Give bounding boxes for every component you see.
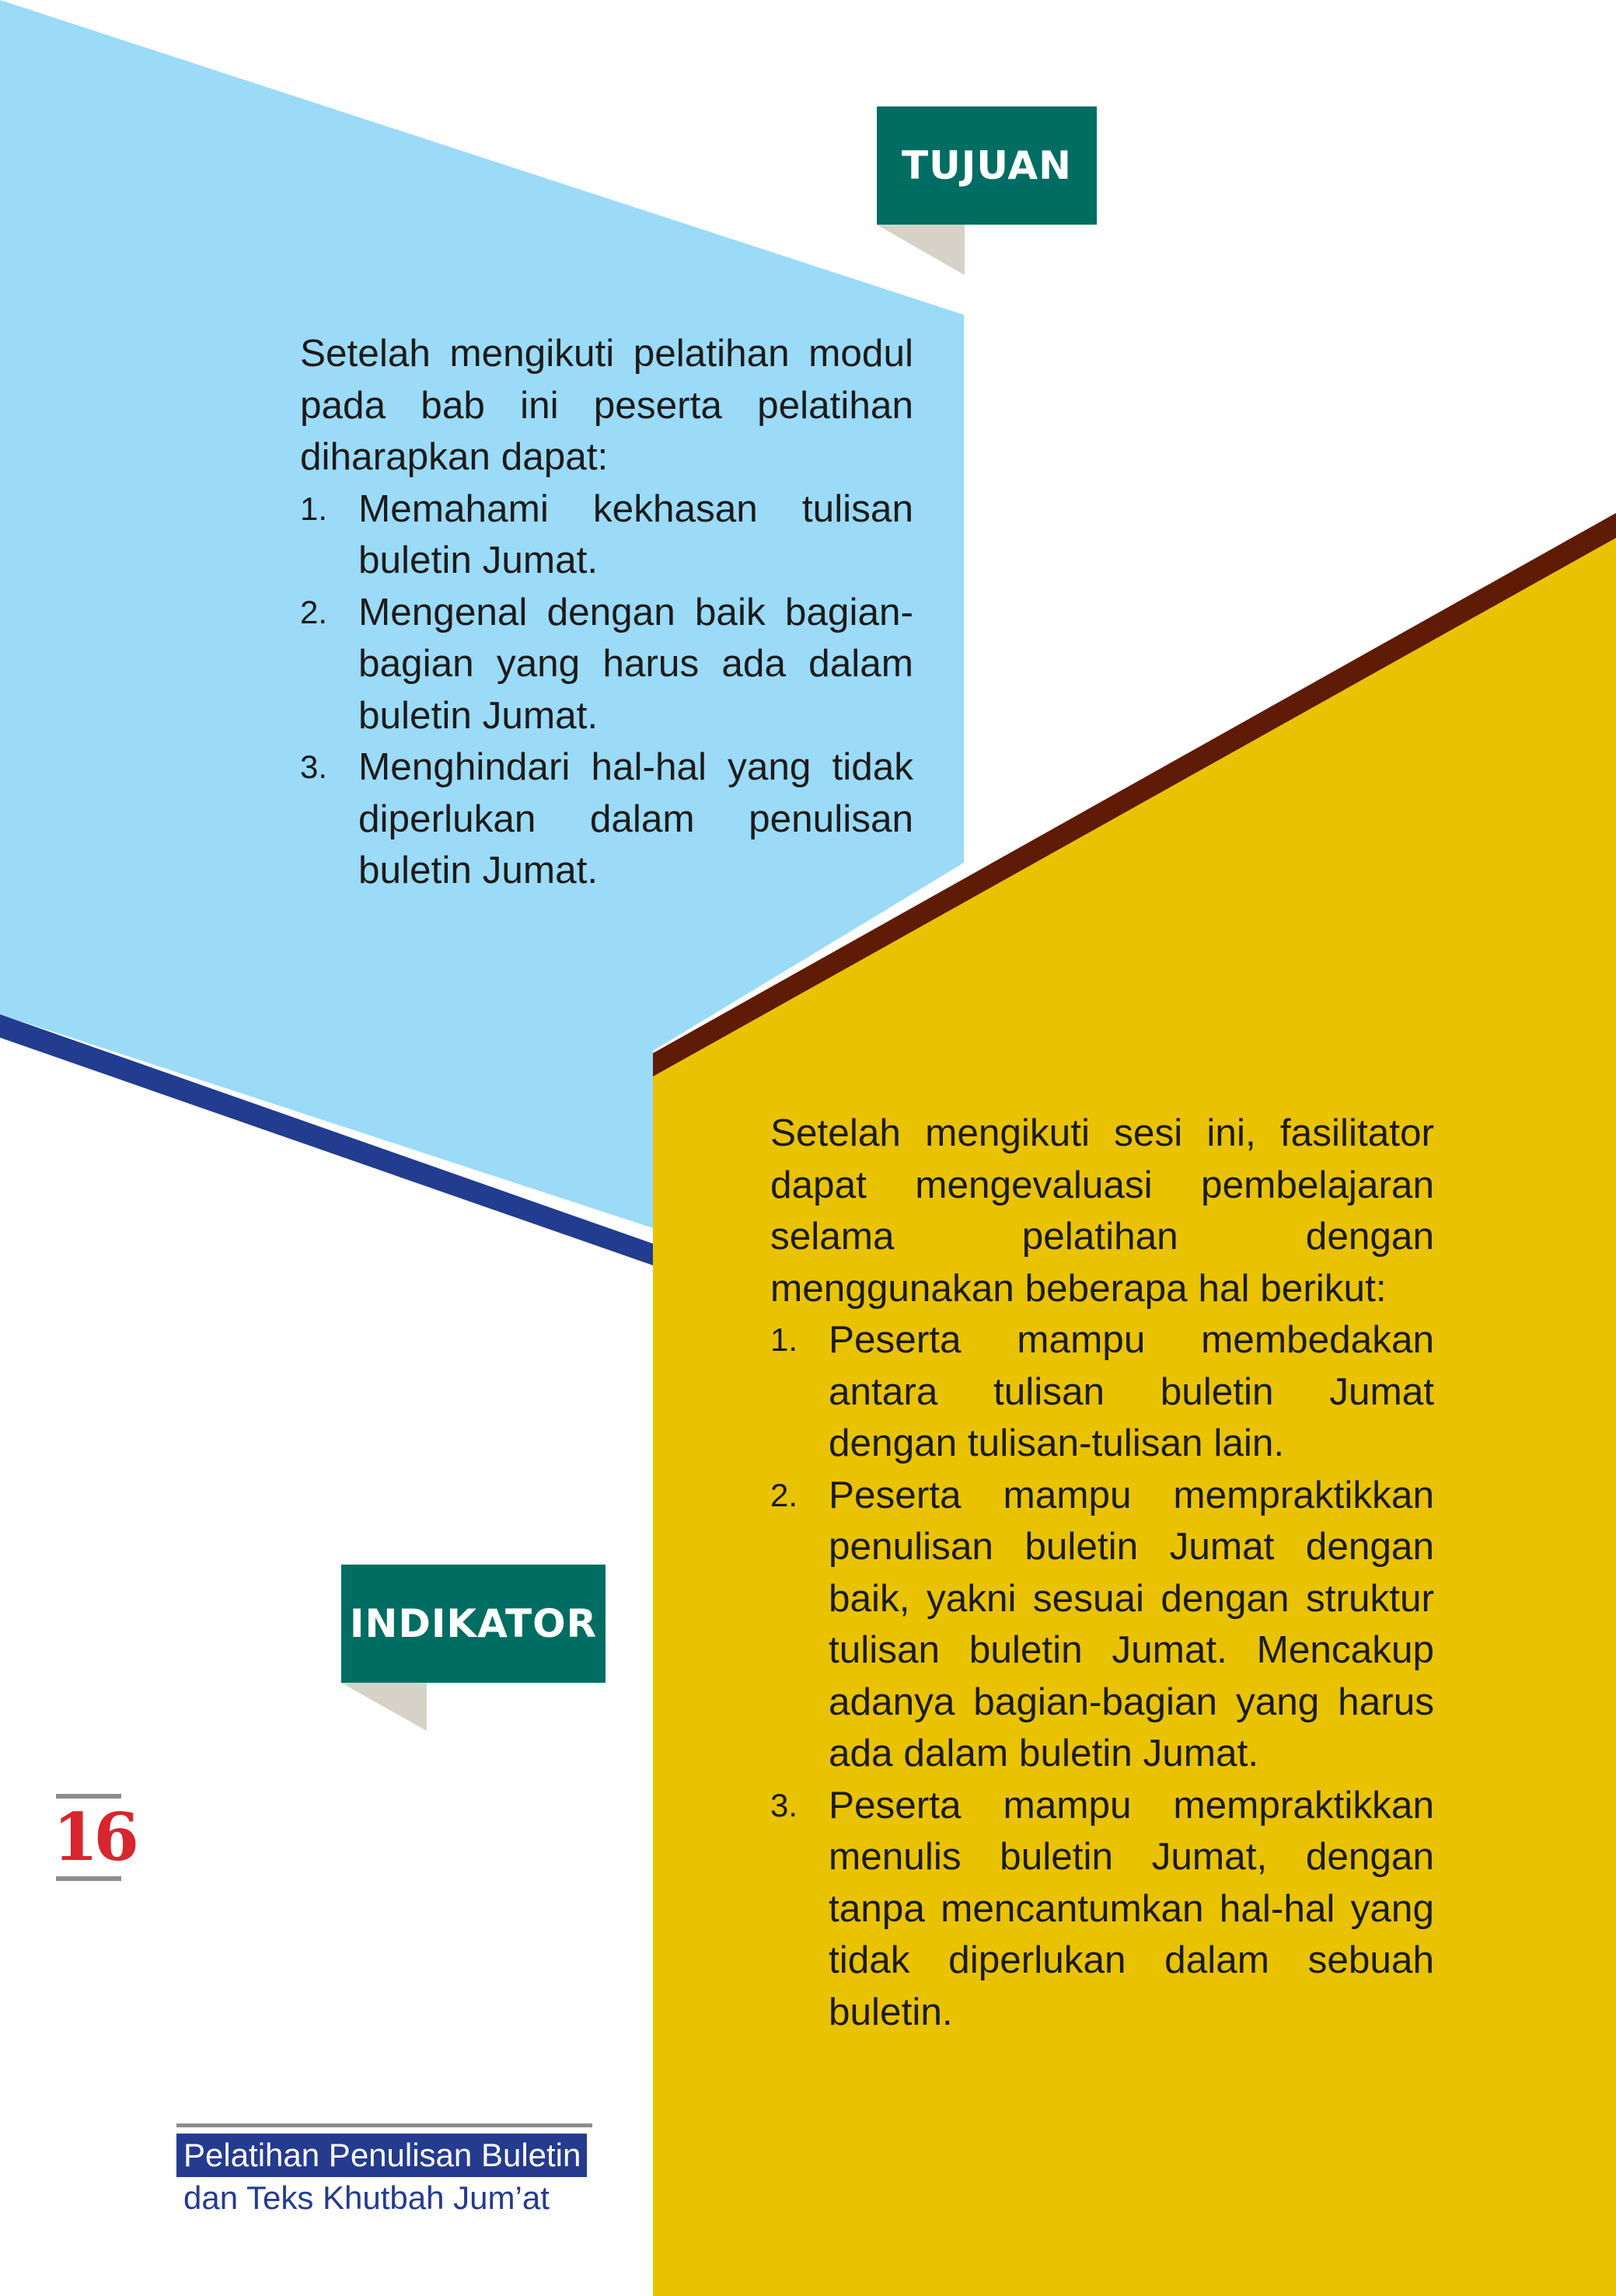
list-number: 1. xyxy=(770,1321,798,1358)
list-text: Peserta mampu mempraktikkan penulisan buletin Jumat dengan baik, yakni sesuai dengan struktur tulisan buletin Jumat. Mencakup adanya bagian-bagian yang harus ada dalam buletin Jumat. xyxy=(829,1473,1434,1774)
list-item xyxy=(770,1470,1434,1780)
tujuan-intro: Setelah mengikuti pelatihan modul pada bab ini peserta pelatihan diharapkan dapat: xyxy=(300,332,913,478)
list-item xyxy=(770,1314,1434,1470)
list-text: Peserta mampu membedakan antara tulisan buletin Jumat dengan tulisan-tulisan lain. xyxy=(829,1318,1434,1464)
list-number: 2. xyxy=(300,593,328,630)
indikator-tag: INDIKATOR xyxy=(341,1565,606,1683)
list-number: 1. xyxy=(300,490,328,527)
page-number-value: 16 xyxy=(53,1799,134,1876)
list-text: Mengenal dengan baik bagian-bagian yang harus ada dalam buletin Jumat. xyxy=(358,590,913,737)
footer-title-line1: Pelatihan Penulisan Buletin xyxy=(176,2134,587,2177)
tujuan-list xyxy=(300,483,913,897)
list-text: Memahami kekhasan tulisan buletin Jumat. xyxy=(358,487,913,581)
list-number: 3. xyxy=(300,748,328,785)
indikator-intro: Setelah mengikuti sesi ini, fasilitator dapat mengevaluasi pembelajaran selama pelatihan dengan menggunakan beberapa hal berikut: xyxy=(770,1111,1434,1310)
list-item xyxy=(300,587,913,742)
tujuan-text xyxy=(300,328,913,897)
list-number: 3. xyxy=(770,1786,798,1823)
list-item xyxy=(770,1780,1434,2039)
list-item xyxy=(300,741,913,897)
footer-rule xyxy=(176,2123,592,2127)
indikator-tag-shadow xyxy=(341,1683,429,1732)
page-number xyxy=(50,1794,134,1881)
footer-title-line2: dan Teks Khutbah Jum’at xyxy=(183,2179,550,2216)
indikator-list xyxy=(770,1314,1434,2038)
list-item xyxy=(300,483,913,587)
page-number-bottom-rule xyxy=(56,1876,121,1881)
list-text: Menghindari hal-hal yang tidak diperlukan dalam penulisan buletin Jumat. xyxy=(358,745,913,892)
list-text: Peserta mampu mempraktikkan menulis buletin Jumat, dengan tanpa mencantumkan hal-hal yang tidak diperlukan dalam sebuah buletin. xyxy=(829,1783,1434,2033)
book-title-footer xyxy=(176,2123,592,2219)
list-number: 2. xyxy=(770,1476,798,1513)
tujuan-tag-shadow xyxy=(877,225,966,276)
tujuan-tag: TUJUAN xyxy=(877,106,1097,225)
indikator-text xyxy=(770,1108,1434,2038)
